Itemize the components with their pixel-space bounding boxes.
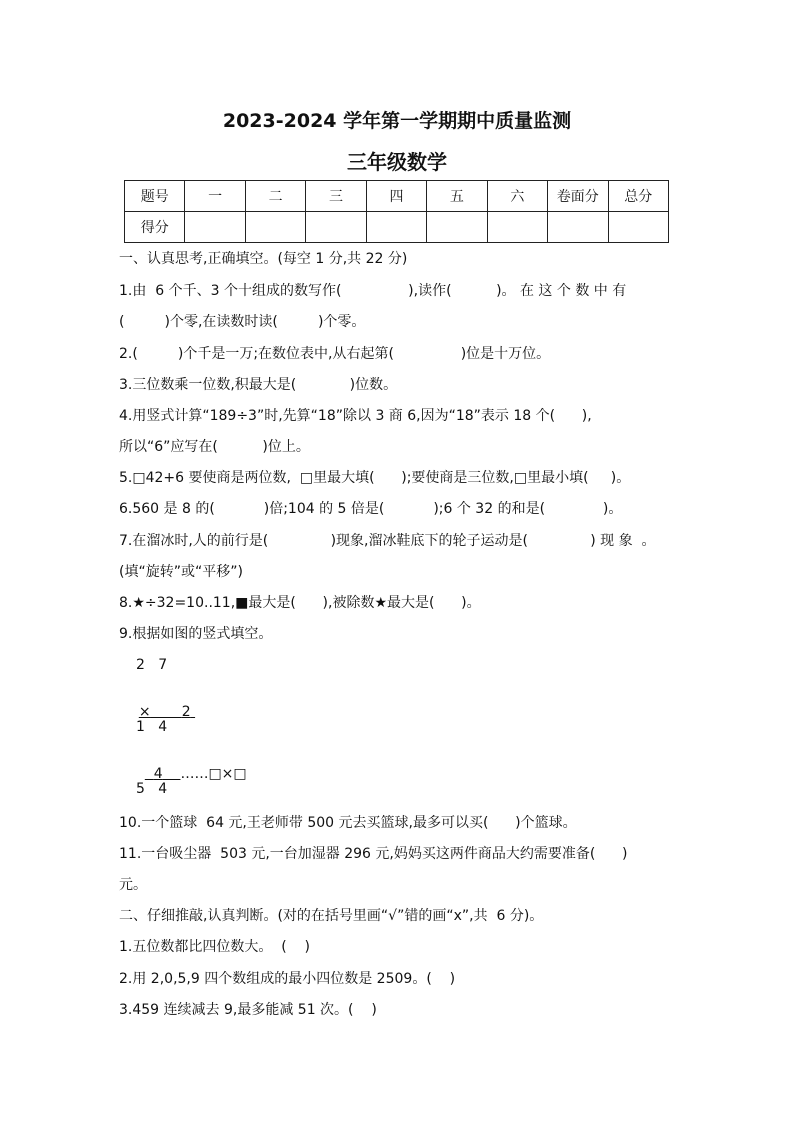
cell-part-2: 二 [245, 181, 305, 212]
question-line: 4.用竖式计算“189÷3”时,先算“18”除以 3 商 6,因为“18”表示 18 个( ), [119, 408, 592, 424]
score-field[interactable] [185, 212, 245, 243]
score-field[interactable] [245, 212, 305, 243]
question-line: 6.560 是 8 的( )倍;104 的 5 倍是( );6 个 32 的和是( )。 [119, 501, 623, 517]
cell-part-1: 一 [185, 181, 245, 212]
question-line: 所以“6”应写在( )位上。 [119, 439, 310, 455]
calc-underline-gap [151, 704, 182, 720]
score-table [124, 180, 669, 243]
calc-underline-gap [145, 766, 154, 782]
score-table-score-row [125, 212, 669, 243]
judgement-line: 1.五位数都比四位数大。 ( ) [119, 939, 310, 955]
cell-part-5: 五 [427, 181, 487, 212]
question-line: 9.根据如图的竖式填空。 [119, 626, 273, 642]
exam-title: 2023-2024 学年第一学期期中质量监测 [222, 110, 572, 132]
calc-row-1: 2 7 [136, 657, 168, 673]
score-table-header-row [125, 181, 669, 212]
calc-row-5: 5 4 [136, 781, 168, 797]
question-line: (填“旋转”或“平移”) [119, 564, 243, 580]
question-line: 1.由 6 个千、3 个十组成的数写作( ),读作( )。 在 这 个 数 中 有 [119, 283, 627, 299]
cell-part-3: 三 [306, 181, 366, 212]
section2-heading: 二、仔细推敲,认真判断。(对的在括号里画“√”错的画“x”,共 6 分)。 [119, 908, 544, 924]
cell-score-label: 得分 [125, 212, 185, 243]
section1-heading: 一、认真思考,正确填空。(每空 1 分,共 22 分) [119, 251, 408, 267]
score-field[interactable] [306, 212, 366, 243]
question-line: 2.( )个千是一万;在数位表中,从右起第( )位是十万位。 [119, 346, 551, 362]
question-line: 7.在溜冰时,人的前行是( )现象,溜冰鞋底下的轮子运动是( ) 现 象 。 [119, 533, 656, 549]
score-field[interactable] [608, 212, 669, 243]
question-line: 3.三位数乘一位数,积最大是( )位数。 [119, 377, 398, 393]
score-field[interactable] [366, 212, 426, 243]
question-line: 11.一台吸尘器 503 元,一台加湿器 296 元,妈妈买这两件商品大约需要准备( ) [119, 846, 628, 862]
judgement-line: 3.459 连续减去 9,最多能减 51 次。( ) [119, 1002, 377, 1018]
cell-part-6: 六 [487, 181, 547, 212]
question-line: 8.★÷32=10..11,■最大是( ),被除数★最大是( )。 [119, 595, 481, 611]
cell-question-no: 题号 [125, 181, 185, 212]
question-line: 5.□42+6 要使商是两位数, □里最大填( );要使商是三位数,□里最小填( )。 [119, 470, 631, 486]
question-line: ( )个零,在读数时读( )个零。 [119, 314, 366, 330]
calc-row-3: 1 4 [136, 719, 168, 735]
calc-partial: 4 [153, 766, 163, 782]
calc-multiplier: 2 [181, 704, 191, 720]
question-line: 10.一个篮球 64 元,王老师带 500 元去买篮球,最多可以买( )个篮球。 [119, 815, 577, 831]
cell-part-4: 四 [366, 181, 426, 212]
calc-underline-gap [191, 704, 195, 720]
calc-note: ……□×□ [180, 766, 247, 782]
exam-subtitle: 三年级数学 [347, 150, 447, 174]
score-field[interactable] [427, 212, 487, 243]
cell-neatness: 卷面分 [548, 181, 608, 212]
question-line: 元。 [119, 877, 147, 893]
cell-total: 总分 [608, 181, 669, 212]
judgement-line: 2.用 2,0,5,9 四个数组成的最小四位数是 2509。( ) [119, 971, 456, 987]
calc-times-sign: × [138, 704, 151, 720]
score-field[interactable] [487, 212, 547, 243]
calc-underline-gap [163, 766, 181, 782]
score-field[interactable] [548, 212, 608, 243]
